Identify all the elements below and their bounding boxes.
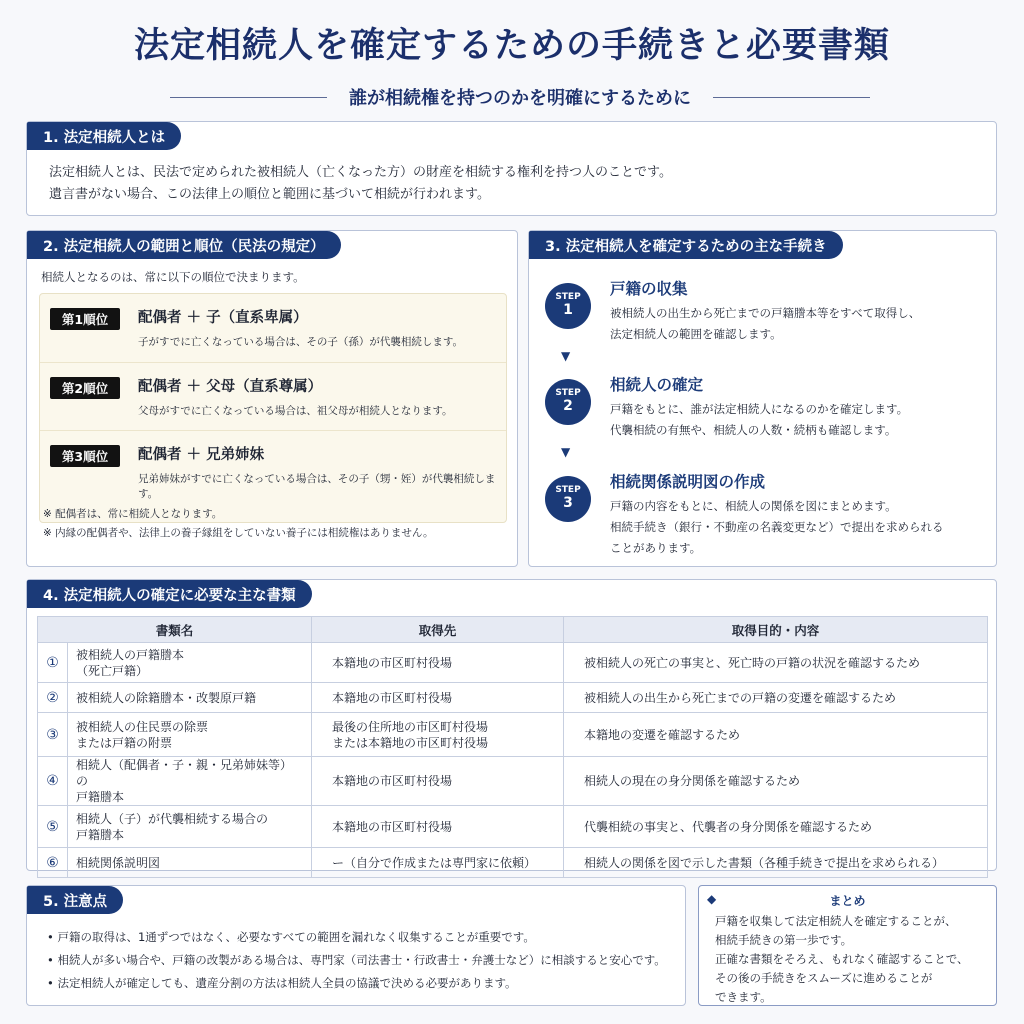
doc-source-line: 本籍地の市区町村役場 (332, 819, 453, 834)
doc-source (312, 713, 564, 757)
page-subtitle: 誰が相続権を持つのかを明確にするために (349, 88, 691, 109)
doc-name (68, 713, 312, 757)
list-item: • 相続人が多い場合や、戸籍の改製がある場合は、専門家（司法書士・行政書士・弁護士など）に相談すると安心です。 (47, 949, 666, 972)
row-number: ④ (38, 757, 68, 806)
summary-line: その後の手続きをスムーズに進めることが (715, 971, 933, 985)
footnote-2: ※ 内縁の配偶者や、法律上の養子縁組をしていない養子には相続権はありません。 (43, 527, 434, 539)
rank-item (40, 430, 506, 498)
doc-source-line: または本籍地の市区町村役場 (332, 735, 489, 750)
page-title: 法定相続人を確定するための手続きと必要書類 (133, 26, 890, 66)
doc-source-line: 最後の住所地の市区町村役場 (332, 719, 489, 734)
doc-purpose: 相続人の関係を図で示した書類（各種手続きで提出を求められる） (564, 848, 988, 878)
doc-source-line: ー（自分で作成または専門家に依頼） (332, 855, 537, 870)
down-arrow-icon: ▼ (561, 349, 571, 363)
row-number: ② (38, 683, 68, 713)
summary-heading: まとめ (829, 894, 866, 908)
step-number: 2 (563, 398, 573, 414)
table-row (38, 848, 988, 878)
doc-source (312, 848, 564, 878)
divider-left (170, 97, 327, 98)
summary-line: 戸籍を収集して法定相続人を確定することが、 (715, 914, 957, 928)
doc-name (68, 848, 312, 878)
doc-name (68, 643, 312, 683)
rank-note: 子がすでに亡くなっている場合は、その子（孫）が代襲相続します。 (138, 336, 463, 348)
footnote-1: ※ 配偶者は、常に相続人となります。 (43, 508, 223, 520)
step-desc (610, 496, 990, 559)
doc-name-line: 相続人（配偶者・子・親・兄弟姉妹等）の (76, 758, 293, 788)
doc-purpose: 被相続人の出生から死亡までの戸籍の変遷を確認するため (564, 683, 988, 713)
summary-line: 相続手続きの第一歩です。 (715, 933, 853, 947)
step-label: STEP (555, 292, 581, 302)
doc-name-line: 被相続人の住民票の除票 (76, 719, 209, 734)
rank-list (39, 293, 507, 523)
step-2-badge (545, 379, 591, 425)
row-number: ① (38, 643, 68, 683)
subtitle-row (170, 84, 870, 110)
step-title: 相続関係説明図の作成 (610, 473, 766, 491)
rank-note: 父母がすでに亡くなっている場合は、祖父母が相続人となります。 (138, 405, 453, 417)
section-2-card (26, 230, 518, 567)
table-row (38, 806, 988, 848)
diamond-icon: ◆ (707, 892, 717, 906)
row-number: ⑤ (38, 806, 68, 848)
step-title: 相続人の確定 (610, 376, 704, 394)
table-row (38, 683, 988, 713)
doc-name-line: または戸籍の附票 (76, 735, 173, 750)
row-number: ③ (38, 713, 68, 757)
section-2-heading: 2. 法定相続人の範囲と順位（民法の規定） (27, 231, 341, 259)
summary-body (715, 912, 990, 1007)
rank-main: 配偶者 ＋ 父母（直系尊属） (138, 379, 323, 395)
step-desc (610, 399, 990, 441)
doc-source (312, 806, 564, 848)
step-label: STEP (555, 388, 581, 398)
step-desc-line: 被相続人の出生から死亡までの戸籍謄本等をすべて取得し、 (610, 306, 921, 320)
section-1-card (26, 121, 997, 216)
step-desc-line: 相続手続き（銀行・不動産の名義変更など）で提出を求められる (610, 520, 944, 534)
rank-main: 配偶者 ＋ 子（直系卑属） (138, 310, 308, 326)
step-1-badge (545, 283, 591, 329)
section-5-card (26, 885, 686, 1006)
doc-name-line: 被相続人の除籍謄本・改製原戸籍 (76, 690, 257, 705)
rank-item (40, 294, 506, 362)
section-4-card (26, 579, 997, 871)
doc-name (68, 806, 312, 848)
list-item: • 戸籍の取得は、1通ずつではなく、必要なすべての範囲を漏れなく収集することが重要です。 (47, 926, 666, 949)
section-1-text-2: 遺言書がない場合、この法律上の順位と範囲に基づいて相続が行われます。 (49, 187, 490, 202)
rank-item (40, 362, 506, 430)
doc-name-line: 被相続人の戸籍謄本 (76, 647, 185, 662)
step-desc-line: ことがあります。 (610, 541, 702, 555)
doc-name-line: （死亡戸籍） (76, 663, 149, 678)
doc-purpose: 本籍地の変遷を確認するため (564, 713, 988, 757)
down-arrow-icon: ▼ (561, 445, 571, 459)
section-2-intro: 相続人となるのは、常に以下の順位で決まります。 (41, 270, 305, 284)
table-header-row (38, 617, 988, 643)
rank-main: 配偶者 ＋ 兄弟姉妹 (138, 447, 265, 463)
step-desc-line: 戸籍の内容をもとに、相続人の関係を図にまとめます。 (610, 499, 897, 513)
doc-purpose: 相続人の現在の身分関係を確認するため (564, 757, 988, 806)
doc-name-line: 戸籍謄本 (76, 790, 125, 804)
row-number: ⑥ (38, 848, 68, 878)
table-row (38, 757, 988, 806)
step-desc-line: 法定相続人の範囲を確認します。 (610, 327, 782, 341)
step-number: 1 (563, 302, 573, 318)
summary-line: 正確な書類をそろえ、もれなく確認することで、 (715, 952, 969, 966)
summary-card (698, 885, 997, 1006)
step-desc (610, 303, 990, 345)
doc-name (68, 683, 312, 713)
doc-source-line: 本籍地の市区町村役場 (332, 690, 453, 705)
step-title: 戸籍の収集 (610, 280, 688, 298)
doc-name-line: 相続人（子）が代襲相続する場合の (76, 811, 269, 826)
section-3-heading: 3. 法定相続人を確定するための主な手続き (529, 231, 843, 259)
doc-source-line: 本籍地の市区町村役場 (332, 774, 453, 788)
doc-source-line: 本籍地の市区町村役場 (332, 655, 453, 670)
step-label: STEP (555, 485, 581, 495)
doc-name-line: 戸籍謄本 (76, 827, 125, 842)
column-header: 取得目的・内容 (564, 617, 988, 643)
doc-purpose: 被相続人の死亡の事実と、死亡時の戸籍の状況を確認するため (564, 643, 988, 683)
step-3-badge (545, 476, 591, 522)
section-1-text-1: 法定相続人とは、民法で定められた被相続人（亡くなった方）の財産を相続する権利を持つ人のことです。 (49, 165, 672, 180)
table-row (38, 713, 988, 757)
doc-source (312, 683, 564, 713)
list-item: • 法定相続人が確定しても、遺産分割の方法は相続人全員の協議で決める必要があります。 (47, 972, 666, 995)
rank-badge: 第1順位 (50, 308, 120, 330)
summary-line: できます。 (715, 990, 772, 1004)
table-row (38, 643, 988, 683)
step-desc-line: 戸籍をもとに、誰が法定相続人になるのかを確定します。 (610, 402, 909, 416)
section-4-heading: 4. 法定相続人の確定に必要な主な書類 (27, 580, 312, 608)
rank-badge: 第3順位 (50, 445, 120, 467)
doc-name-line: 相続関係説明図 (76, 855, 161, 870)
column-header: 取得先 (312, 617, 564, 643)
rank-note: 兄弟姉妹がすでに亡くなっている場合は、その子（甥・姪）が代襲相続します。 (138, 473, 496, 500)
caution-list (47, 926, 666, 995)
doc-source (312, 643, 564, 683)
step-number: 3 (563, 495, 573, 511)
step-desc-line: 代襲相続の有無や、相続人の人数・続柄も確認します。 (610, 423, 897, 437)
section-1-heading: 1. 法定相続人とは (27, 122, 181, 150)
column-header: 書類名 (38, 617, 312, 643)
section-5-heading: 5. 注意点 (27, 886, 123, 914)
section-3-card (528, 230, 997, 567)
divider-right (713, 97, 870, 98)
doc-source (312, 757, 564, 806)
documents-table (37, 616, 988, 878)
rank-badge: 第2順位 (50, 377, 120, 399)
doc-name (68, 757, 312, 806)
doc-purpose: 代襲相続の事実と、代襲者の身分関係を確認するため (564, 806, 988, 848)
